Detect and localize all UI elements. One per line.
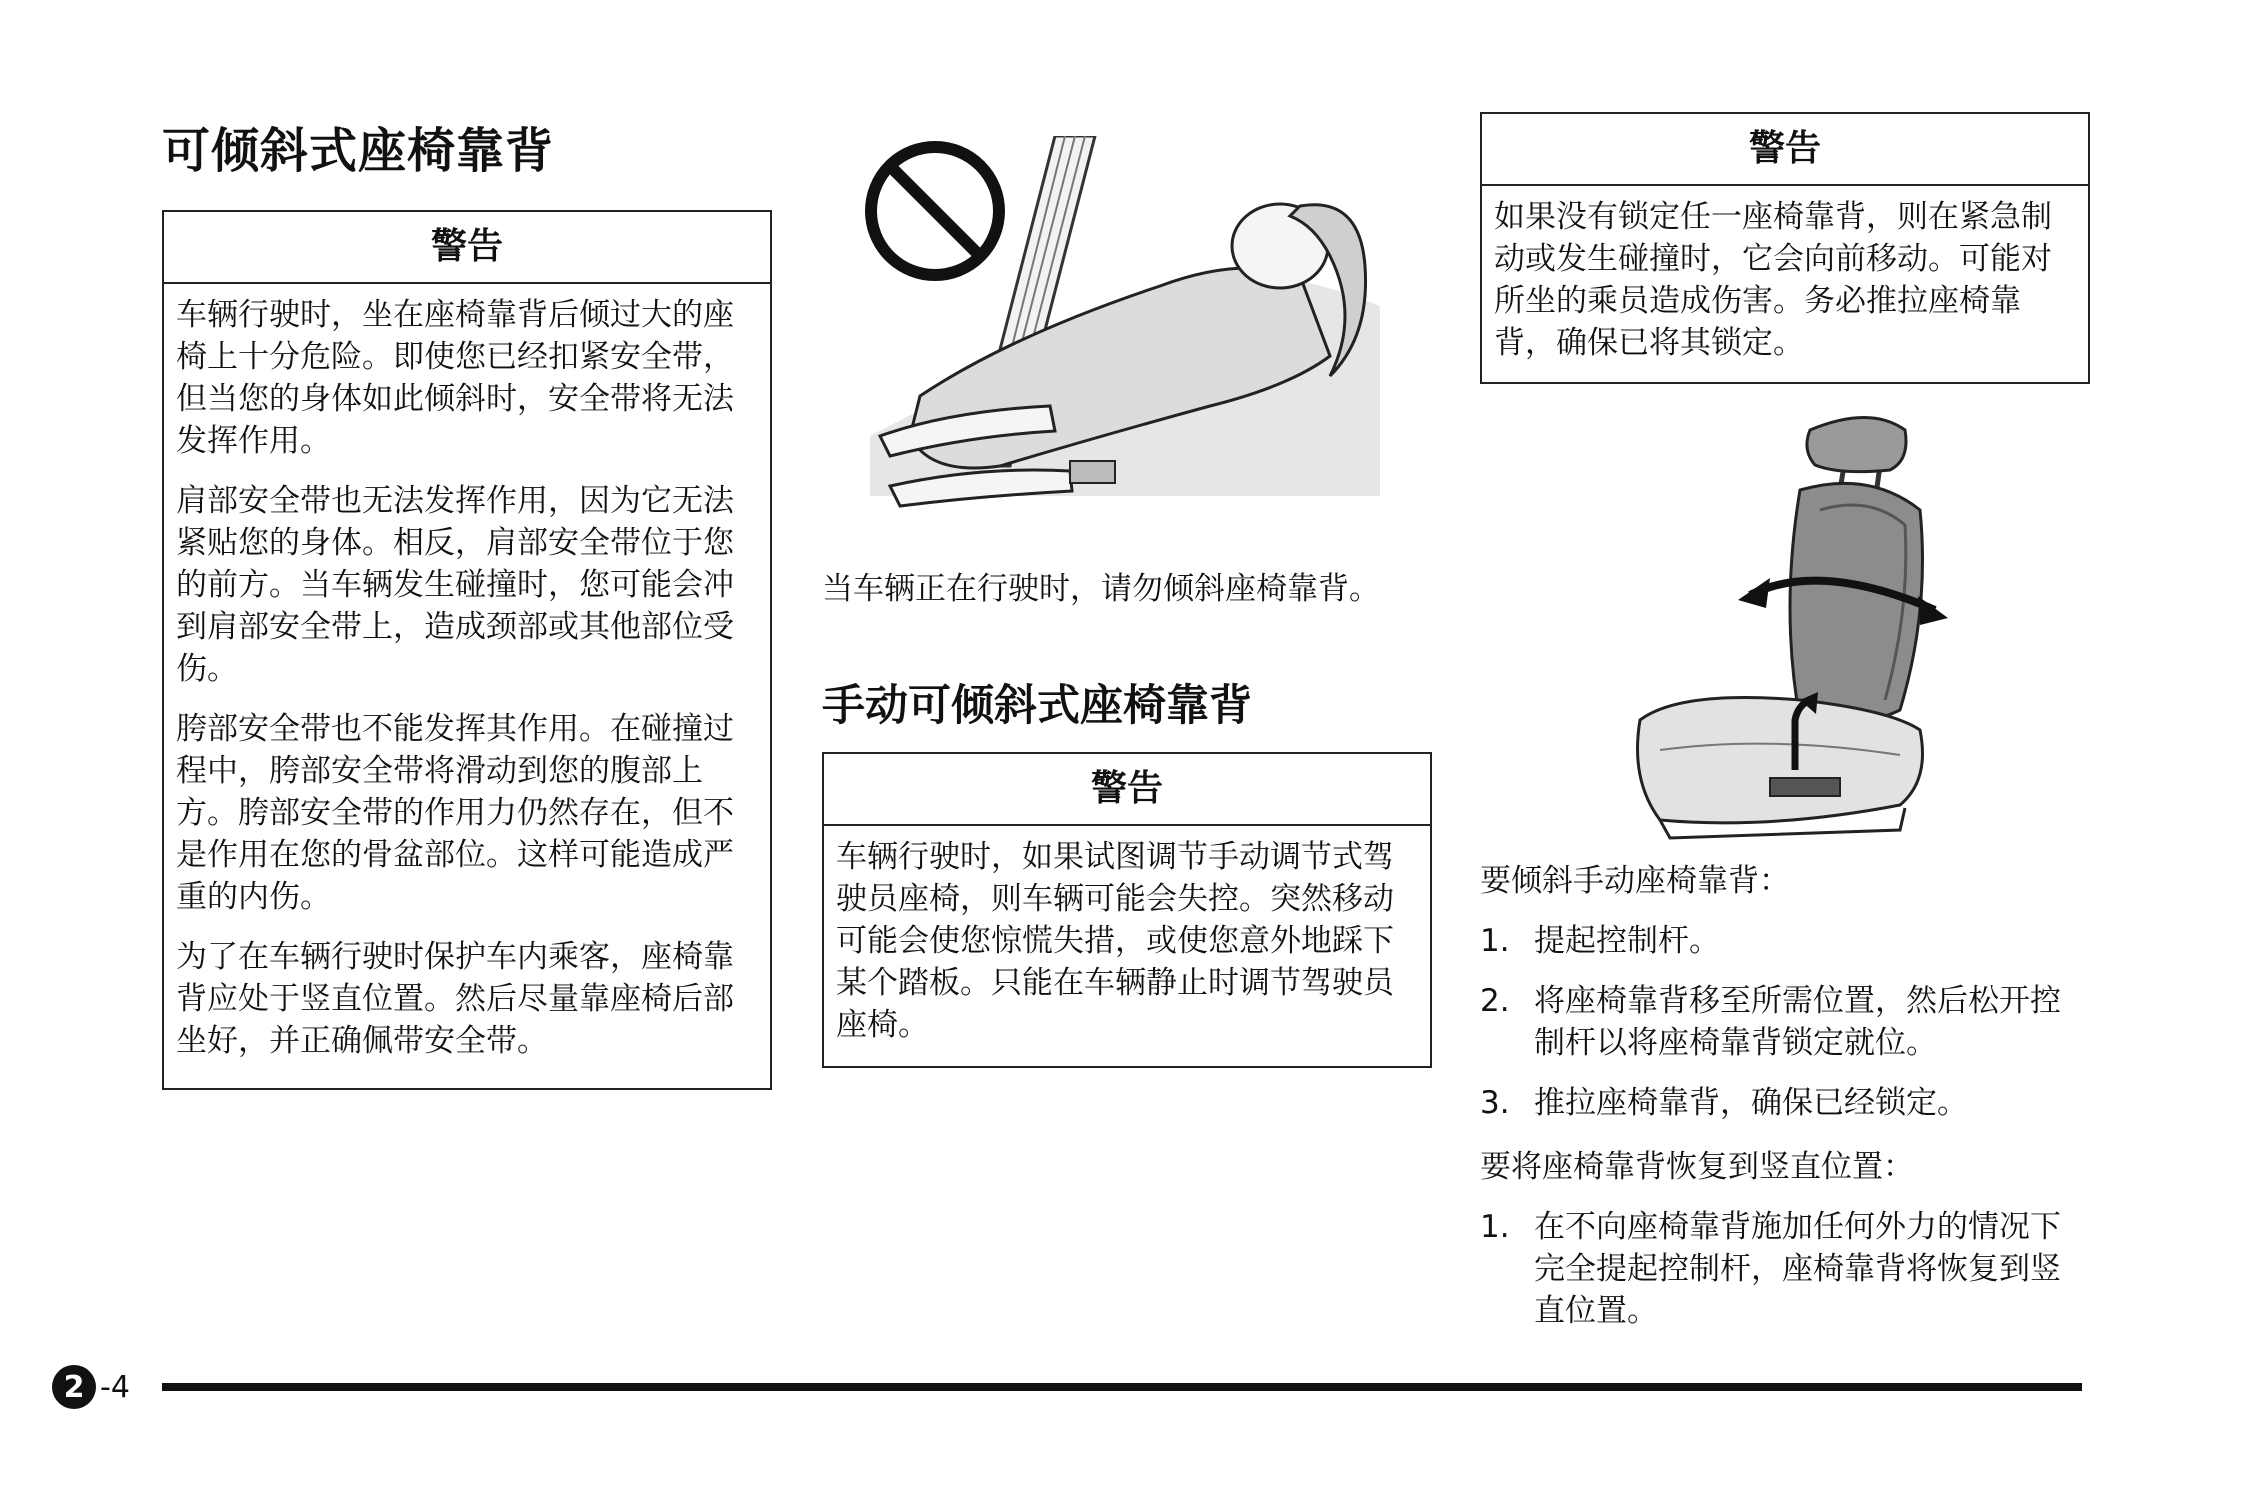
list-item xyxy=(1480,920,2080,962)
step-number: 1. xyxy=(1480,923,1510,959)
step-number: 3. xyxy=(1480,1085,1510,1121)
upright-steps-list xyxy=(1480,1206,2080,1350)
step-text: 将座椅靠背移至所需位置，然后松开控制杆以将座椅靠背锁定就位。 xyxy=(1534,983,2061,1061)
reclined-passenger-illustration xyxy=(860,136,1390,546)
footer-rule xyxy=(162,1383,2082,1391)
step-text: 在不向座椅靠背施加任何外力的情况下完全提起控制杆，座椅靠背将恢复到竖直位置。 xyxy=(1534,1209,2061,1329)
warning-body xyxy=(824,826,1430,1058)
step-number: 1. xyxy=(1480,1209,1510,1245)
section-heading-manual: 手动可倾斜式座椅靠背 xyxy=(822,681,1252,731)
warning-box-recline xyxy=(162,210,772,1090)
warning-title: 警告 xyxy=(164,212,770,284)
warning-paragraph: 胯部安全带也不能发挥其作用。在碰撞过程中，胯部安全带将滑动到您的腹部上方。胯部安全带的作用力仍然存在，但不是作用在您的骨盆部位。这样可能造成严重的内伤。 xyxy=(176,711,734,915)
warning-paragraph: 为了在车辆行驶时保护车内乘客，座椅靠背应处于竖直位置。然后尽量靠座椅后部坐好，并正确佩带安全带。 xyxy=(176,939,734,1059)
warning-title: 警告 xyxy=(1482,114,2088,186)
step-text: 提起控制杆。 xyxy=(1534,923,1720,959)
step-number: 2. xyxy=(1480,983,1510,1019)
warning-body xyxy=(1482,186,2088,376)
page-suffix: -4 xyxy=(100,1369,130,1405)
no-symbol-icon xyxy=(860,136,1010,286)
warning-title: 警告 xyxy=(824,754,1430,826)
illustration-caption: 当车辆正在行驶时，请勿倾斜座椅靠背。 xyxy=(822,571,1380,607)
chapter-badge: 2 xyxy=(52,1365,96,1409)
warning-box-lock xyxy=(1480,112,2090,384)
warning-body xyxy=(164,284,770,1074)
warning-paragraph: 车辆行驶时，如果试图调节手动调节式驾驶员座椅，则车辆可能会失控。突然移动可能会使您惊慌失措，或使您意外地踩下某个踏板。只能在车辆静止时调节驾驶员座椅。 xyxy=(836,839,1394,1043)
page-title: 可倾斜式座椅靠背 xyxy=(162,123,555,179)
page-number xyxy=(52,1364,130,1410)
upright-instructions-intro: 要将座椅靠背恢复到竖直位置： xyxy=(1480,1149,1914,1185)
recline-instructions-intro: 要倾斜手动座椅靠背： xyxy=(1480,863,1790,899)
recline-steps-list xyxy=(1480,920,2080,1142)
list-item xyxy=(1480,1206,2080,1332)
list-item xyxy=(1480,1082,2080,1124)
warning-paragraph: 肩部安全带也无法发挥作用，因为它无法紧贴您的身体。相反，肩部安全带位于您的前方。当车辆发生碰撞时，您可能会冲到肩部安全带上，造成颈部或其他部位受伤。 xyxy=(176,483,734,687)
warning-paragraph: 如果没有锁定任一座椅靠背，则在紧急制动或发生碰撞时，它会向前移动。可能对所坐的乘员造成伤害。务必推拉座椅靠背，确保已将其锁定。 xyxy=(1494,199,2052,361)
seat-recline-illustration xyxy=(1620,410,1960,840)
up-arrow-icon xyxy=(1620,410,1960,840)
step-text: 推拉座椅靠背，确保已经锁定。 xyxy=(1534,1085,1968,1121)
warning-paragraph: 车辆行驶时，坐在座椅靠背后倾过大的座椅上十分危险。即使您已经扣紧安全带，但当您的身体如此倾斜时，安全带将无法发挥作用。 xyxy=(176,297,734,459)
list-item xyxy=(1480,980,2080,1064)
warning-box-manual-adjust xyxy=(822,752,1432,1068)
